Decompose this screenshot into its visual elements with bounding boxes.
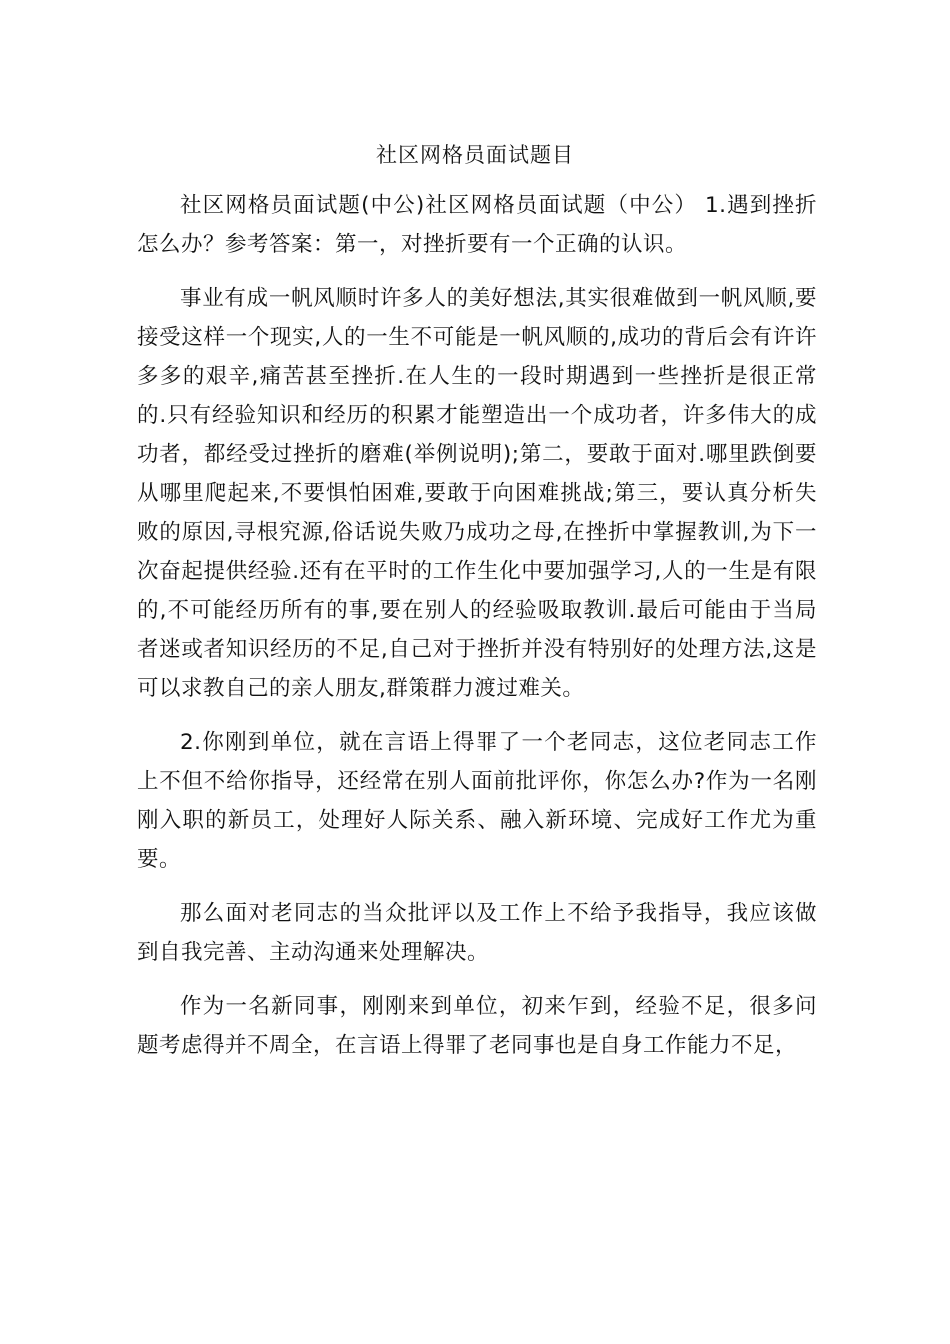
paragraph-1: 社区网格员面试题(中公)社区网格员面试题（中公） 1.遇到挫折怎么办？参考答案：第一，对挫折要有一个正确的认识。 <box>137 193 817 257</box>
paragraph-5: 作为一名新同事，刚刚来到单位，初来乍到，经验不足，很多问题考虑得并不周全，在言语上得罪了老同事也是自身工作能力不足， <box>137 994 817 1058</box>
document-title: 社区网格员面试题目 <box>376 143 574 167</box>
paragraph-4: 那么面对老同志的当众批评以及工作上不给予我指导，我应该做到自我完善、主动沟通来处理解决。 <box>137 901 817 965</box>
paragraph-3: 2.你刚到单位，就在言语上得罪了一个老同志，这位老同志工作上不但不给你指导，还经常在别人面前批评你，你怎么办?作为一名刚刚入职的新员工，处理好人际关系、融入新环境、完成好工作尤为重要。 <box>137 730 817 872</box>
paragraph-2: 事业有成一帆风顺时许多人的美好想法,其实很难做到一帆风顺,要接受这样一个现实,人的一生不可能是一帆风顺的,成功的背后会有许许多多的艰辛,痛苦甚至挫折.在人生的一段时期遇到一些挫折是很正常的.只有经验知识和经历的积累才能塑造出一个成功者，许多伟大的成功者，都经受过挫折的磨难(举例说明);第二，要敢于面对.哪里跌倒要从哪里爬起来,不要惧怕困难,要敢于向困难挑战;第三，要认真分析失败的原因,寻根究源,俗话说失败乃成功之母,在挫折中掌握教训,为下一次奋起提供经验.还有在平时的工作生化中要加强学习,人的一生是有限的,不可能经历所有的事,要在别人的经验吸取教训.最后可能由于当局者迷或者知识经历的不足,自己对于挫折并没有特别好的处理方法,这是可以求教自己的亲人朋友,群策群力渡过难关。 <box>137 286 817 701</box>
document-body <box>137 186 817 1080</box>
